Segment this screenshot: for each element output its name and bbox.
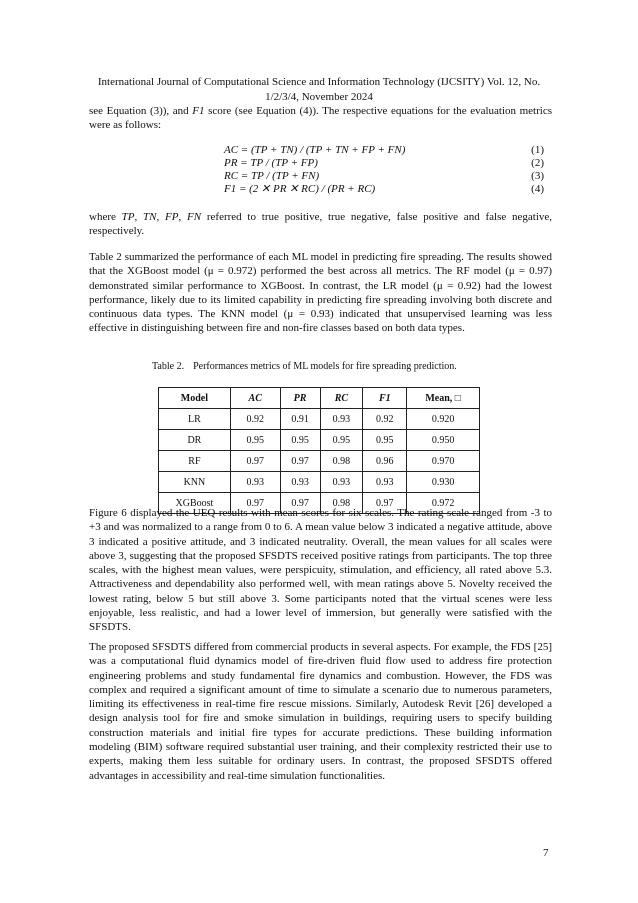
equation-number: (4) [531, 183, 544, 195]
table-cell: 0.92 [363, 409, 407, 430]
table-cell: 0.920 [407, 409, 480, 430]
ueq-paragraph: Figure 6 displayed the UEQ results with mean scores for six scales. The rating scale ranged from -3 to +3 and was normalized to a range from 0 to 6. A mean value below 3 indicated a negative attitude, above 3 indicated a positive attitude, and 3 indicated neutrality. Overall, the mean values for all scales were above 3, suggesting that the proposed SFSDTS received positive ratings from participants. The top three scales, with the highest mean values, were perspicuity, stimulation, and efficiency, all rated above 5.3. Attractiveness and dependability also performed well, with mean ratings above 5. Novelty received the lowest rating, below 5 but still above 3. Some participants noted that the virtual scenes were less enjoyable, less realistic, and had a lower level of immersion, but generally were satisfied with the SFSDTS. [89, 507, 552, 634]
table-row [159, 472, 480, 493]
table-caption [152, 361, 512, 373]
table-cell: 0.98 [320, 451, 363, 472]
equation-text: PR = TP / (TP + FP) [224, 157, 318, 169]
equation-row [224, 183, 544, 196]
table-cell: 0.92 [230, 409, 280, 430]
table-cell: XGBoost [159, 493, 231, 514]
header-cell: F1 [363, 388, 407, 409]
table-cell: 0.95 [230, 430, 280, 451]
where-text: where [89, 211, 122, 223]
table-cell: 0.93 [280, 472, 320, 493]
table-caption-text: Performances metrics of ML models for fire spreading prediction. [193, 361, 457, 372]
results-paragraph: Table 2 summarized the performance of each ML model in predicting fire spreading. The results showed that the XGBoost model (μ = 0.972) performed the best across all metrics. The RF model (μ = 0.97) demonstrated similar performance to XGBoost. In contrast, the LR model (μ = 0.92) had the lowest performance, likely due to its limited capability in predicting fire spreading involving both discrete and continuous data types. The KNN model (μ = 0.93) indicated that unsupervised learning was less effective in distinguishing between fire and non-fire classes based on both data types. [89, 251, 552, 335]
equation-text: RC = TP / (TP + FN) [224, 170, 320, 182]
performance-table [158, 387, 480, 514]
separator: , [178, 211, 188, 223]
table-cell: 0.970 [407, 451, 480, 472]
table-row [159, 409, 480, 430]
table-cell: 0.93 [363, 472, 407, 493]
table-cell: DR [159, 430, 231, 451]
comparison-paragraph: The proposed SFSDTS differed from commercial products in several aspects. For example, the FDS [25] was a computational fluid dynamics model of fire-driven fluid flow used to address fire protection engineering problems and study fundamental fire dynamics and combustion. However, the FDS was complex and required a significant amount of time to simulate a scenario due to numerous parameters, limiting its effectiveness in real-time fire rescue missions. Similarly, Autodesk Revit [26] developed a design analysis tool for fire and smoke simulation in buildings, requiring users to specify building construction materials and initial fire types for accurate predictions. These building information modeling (BIM) software required substantial user training, and their complexity restricted their use to experts, making them less suitable for ordinary users. In contrast, the proposed SFSDTS offered advantages in accessibility and real-time simulation functionalities. [89, 641, 552, 782]
table-cell: 0.93 [320, 472, 363, 493]
intro-text-2: score (see Equation (4)). The respective equations for the evaluation metrics were as follows: [89, 105, 552, 132]
table-cell: 0.950 [407, 430, 480, 451]
table-header-row [159, 388, 480, 409]
table-cell: 0.98 [320, 493, 363, 514]
table-cell: 0.97 [363, 493, 407, 514]
fp-term: FP [165, 211, 179, 223]
equation-number: (3) [531, 170, 544, 182]
equation-text: F1 = (2 ✕ PR ✕ RC) / (PR + RC) [224, 183, 376, 195]
tn-term: TN [143, 211, 157, 223]
table-cell: 0.97 [280, 493, 320, 514]
journal-header-line-1: International Journal of Computational Science and Information Technology (IJCSITY) Vol. 12, No. [97, 76, 541, 88]
equation-row [224, 170, 544, 183]
table-cell: 0.93 [320, 409, 363, 430]
header-cell: PR [280, 388, 320, 409]
table-cell: 0.91 [280, 409, 320, 430]
header-cell: Mean, □ [407, 388, 480, 409]
equation-row [224, 157, 544, 170]
table-cell: 0.93 [230, 472, 280, 493]
equation-number: (2) [531, 157, 544, 169]
table-row [159, 430, 480, 451]
header-cell: Model [159, 388, 231, 409]
table-cell: KNN [159, 472, 231, 493]
definitions-paragraph [89, 210, 552, 239]
table-cell: 0.95 [320, 430, 363, 451]
definitions-text: referred to true positive, true negative, false positive and false negative, respectively. [89, 211, 553, 238]
equation-text: AC = (TP + TN) / (TP + TN + FP + FN) [224, 144, 406, 156]
table-row [159, 451, 480, 472]
table-cell: LR [159, 409, 231, 430]
table-cell: RF [159, 451, 231, 472]
table-cell: 0.96 [363, 451, 407, 472]
page-number: 7 [543, 847, 549, 859]
journal-header-line-2: 1/2/3/4, November 2024 [265, 91, 373, 103]
equation-number: (1) [531, 144, 544, 156]
intro-text-1: see Equation (3)), and [89, 105, 193, 117]
table-cell: 0.930 [407, 472, 480, 493]
running-header [60, 75, 578, 105]
table-cell: 0.97 [280, 451, 320, 472]
table-caption-label: Table 2. [152, 361, 185, 372]
table-cell: 0.95 [363, 430, 407, 451]
header-cell: AC [230, 388, 280, 409]
tp-term: TP [121, 211, 135, 223]
fn-term: FN [187, 211, 202, 223]
separator: , [134, 211, 144, 223]
table-cell: 0.972 [407, 493, 480, 514]
intro-paragraph [89, 104, 552, 133]
table-cell: 0.95 [280, 430, 320, 451]
equation-row [224, 144, 544, 157]
header-cell: RC [320, 388, 363, 409]
separator: , [156, 211, 166, 223]
table-cell: 0.97 [230, 493, 280, 514]
table-cell: 0.97 [230, 451, 280, 472]
f1-term: F1 [192, 105, 205, 117]
